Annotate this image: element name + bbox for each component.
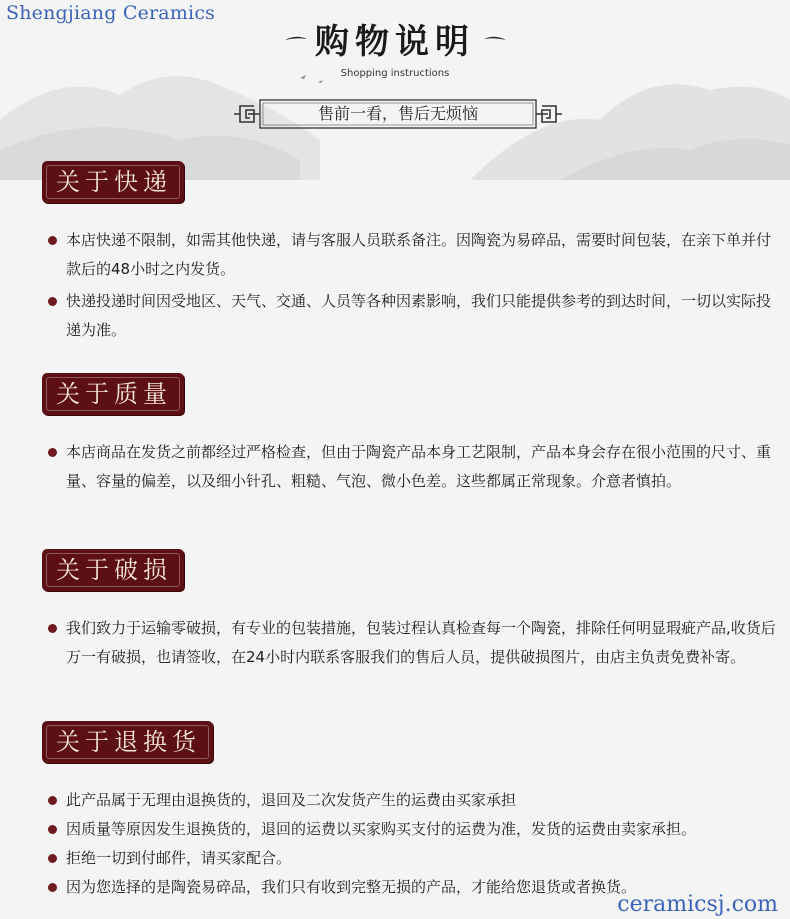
slogan-frame: [234, 96, 562, 132]
list-item-text: 我们致力于运输零破损，有专业的包装措施，包装过程认真检查每一个陶瓷，排除任何明显瑕疵产品,收货后万一有破损，也请签收，在24小时内联系客服我们的售后人员，提供破损图片，由店主负责免费补寄。: [66, 619, 776, 666]
list-item-text: 本店快递不限制，如需其他快递，请与客服人员联系备注。因陶瓷为易碎品，需要时间包装，在亲下单并付款后的48小时之内发货。: [66, 231, 772, 278]
section-tag-quality: 关于质量: [42, 373, 184, 415]
list-item: [48, 786, 778, 815]
list-item: [48, 844, 778, 873]
section-tag-returns: 关于退换货: [42, 721, 213, 763]
list-item-text: 拒绝一切到付邮件，请买家配合。: [66, 849, 292, 867]
list-item: [48, 287, 778, 345]
watermark-site: ceramicsj.com: [617, 892, 778, 917]
section-tag-damage: 关于破损: [42, 549, 184, 591]
watermark-brand: Shengjiang Ceramics: [6, 2, 216, 24]
list-item-text: 因质量等原因发生退换货的，退回的运费以买家购买支付的运费为准，发货的运费由卖家承担。: [66, 820, 697, 838]
page-subtitle: Shopping instructions: [340, 68, 450, 79]
section-damage-list: [48, 614, 778, 672]
bullet-icon: [48, 448, 57, 457]
list-item: [48, 614, 778, 672]
slogan-text: 售前一看，售后无烦恼: [317, 104, 478, 123]
bullet-icon: [48, 297, 57, 306]
bullet-icon: [48, 854, 57, 863]
section-quality-list: [48, 438, 778, 496]
bullet-icon: [48, 883, 57, 892]
bullet-icon: [48, 624, 57, 633]
bullet-icon: [48, 825, 57, 834]
list-item-text: 本店商品在发货之前都经过严格检查，但由于陶瓷产品本身工艺限制，产品本身会存在很小范围的尺寸、重量、容量的偏差，以及细小针孔、粗糙、气泡、微小色差。这些都属正常现象。介意者慎拍。: [66, 443, 772, 490]
bullet-icon: [48, 236, 57, 245]
list-item: [48, 815, 778, 844]
bullet-icon: [48, 796, 57, 805]
list-item-text: 因为您选择的是陶瓷易碎品，我们只有收到完整无损的产品，才能给您退货或者换货。: [66, 878, 637, 896]
list-item-text: 快递投递时间因受地区、天气、交通、人员等各种因素影响，我们只能提供参考的到达时间，一切以实际投递为准。: [66, 292, 772, 339]
list-item: [48, 438, 778, 496]
page-title: 购物说明: [315, 22, 475, 62]
list-item: [48, 226, 778, 284]
section-tag-shipping: 关于快递: [42, 161, 184, 203]
section-returns-list: [48, 786, 778, 902]
list-item-text: 此产品属于无理由退换货的，退回及二次发货产生的运费由买家承担: [66, 791, 517, 809]
section-shipping-list: [48, 226, 778, 345]
